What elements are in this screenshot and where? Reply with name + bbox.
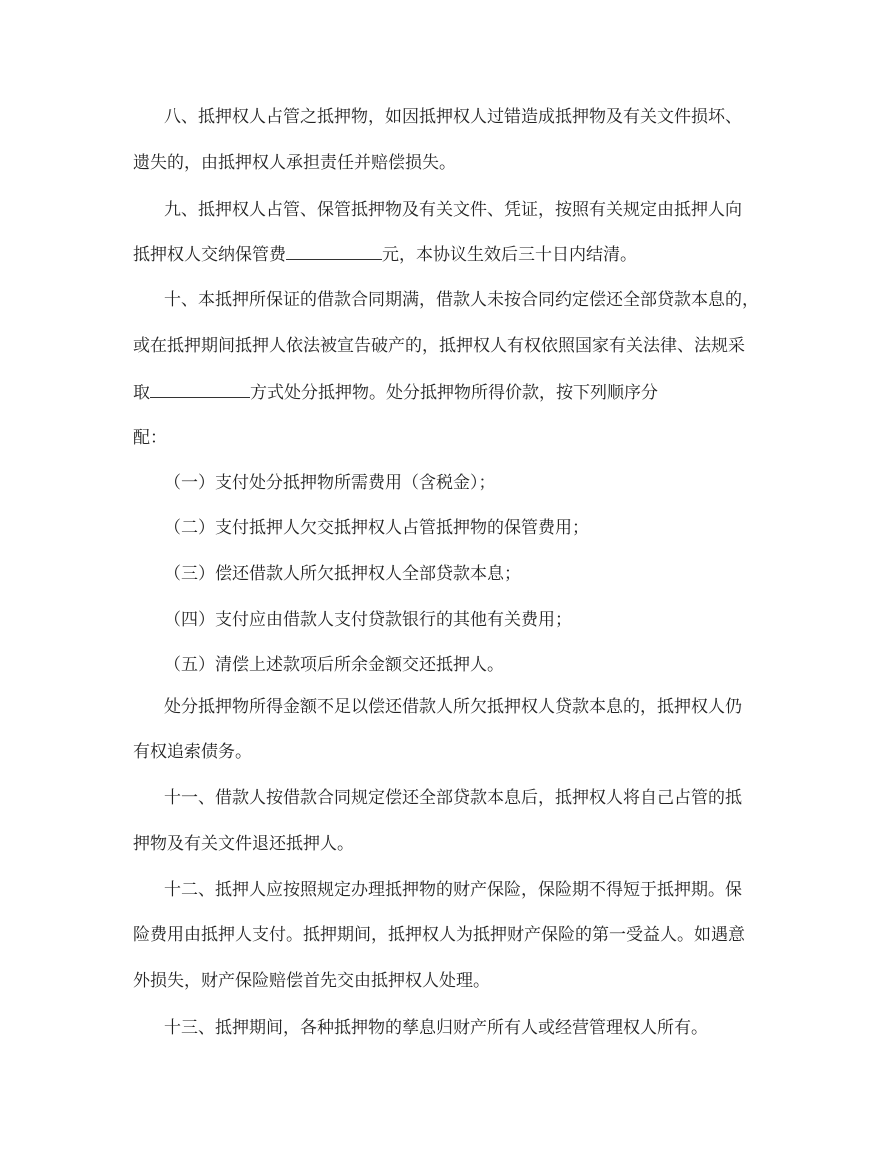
article-8-line-1: 八、抵押权人占管之抵押物，如因抵押权人过错造成抵押物及有关文件损坏、 (164, 107, 742, 127)
article-12-line-1: 十二、抵押人应按照规定办理抵押物的财产保险，保险期不得短于抵押期。保 (164, 880, 742, 900)
article-11-line-2: 押物及有关文件退还抵押人。 (133, 834, 354, 854)
article-10-method-prefix: 取 (133, 383, 150, 403)
list-item: （三）偿还借款人所欠抵押权人全部贷款本息； (164, 564, 521, 584)
article-13-line-1: 十三、抵押期间，各种抵押物的孳息归财产所有人或经营管理权人所有。 (164, 1018, 708, 1038)
article-9-line-2 (133, 243, 637, 266)
article-10-line-4: 配： (133, 428, 167, 448)
article-10-tail-line-2: 有权追索债务。 (133, 742, 252, 762)
article-10-line-1: 十、本抵押所保证的借款合同期满，借款人未按合同约定偿还全部贷款本息的， (164, 290, 759, 310)
list-item: （五）清偿上述款项后所余金额交还抵押人。 (164, 655, 504, 675)
disposal-method-blank (150, 381, 250, 398)
list-item: （二）支付抵押人欠交抵押权人占管抵押物的保管费用； (164, 518, 589, 538)
list-item: （四）支付应由借款人支付贷款银行的其他有关费用； (164, 610, 572, 630)
article-12-line-3: 外损失，财产保险赔偿首先交由抵押权人处理。 (133, 971, 490, 991)
article-11-line-1: 十一、借款人按借款合同规定偿还全部贷款本息后，抵押权人将自己占管的抵 (164, 788, 742, 808)
article-10-tail-line-1: 处分抵押物所得金额不足以偿还借款人所欠抵押权人贷款本息的，抵押权人仍 (164, 697, 742, 717)
list-item: （一）支付处分抵押物所需费用（含税金）； (164, 473, 496, 493)
article-10-method-suffix: 方式处分抵押物。处分抵押物所得价款，按下列顺序分 (250, 383, 658, 403)
article-9-fee-suffix: 元，本协议生效后三十日内结清。 (382, 245, 637, 265)
article-10-line-2: 或在抵押期间抵押人依法被宣告破产的，抵押权人有权依照国家有关法律、法规采 (133, 336, 745, 356)
article-10-line-3 (133, 381, 658, 404)
article-9-fee-label: 抵押权人交纳保管费 (133, 245, 286, 265)
article-12-line-2: 险费用由抵押人支付。抵押期间，抵押权人为抵押财产保险的第一受益人。如遇意 (133, 925, 745, 945)
article-8-line-2: 遗失的，由抵押权人承担责任并赔偿损失。 (133, 153, 456, 173)
storage-fee-blank (286, 243, 382, 260)
article-9-line-1: 九、抵押权人占管、保管抵押物及有关文件、凭证，按照有关规定由抵押人向 (164, 200, 742, 220)
